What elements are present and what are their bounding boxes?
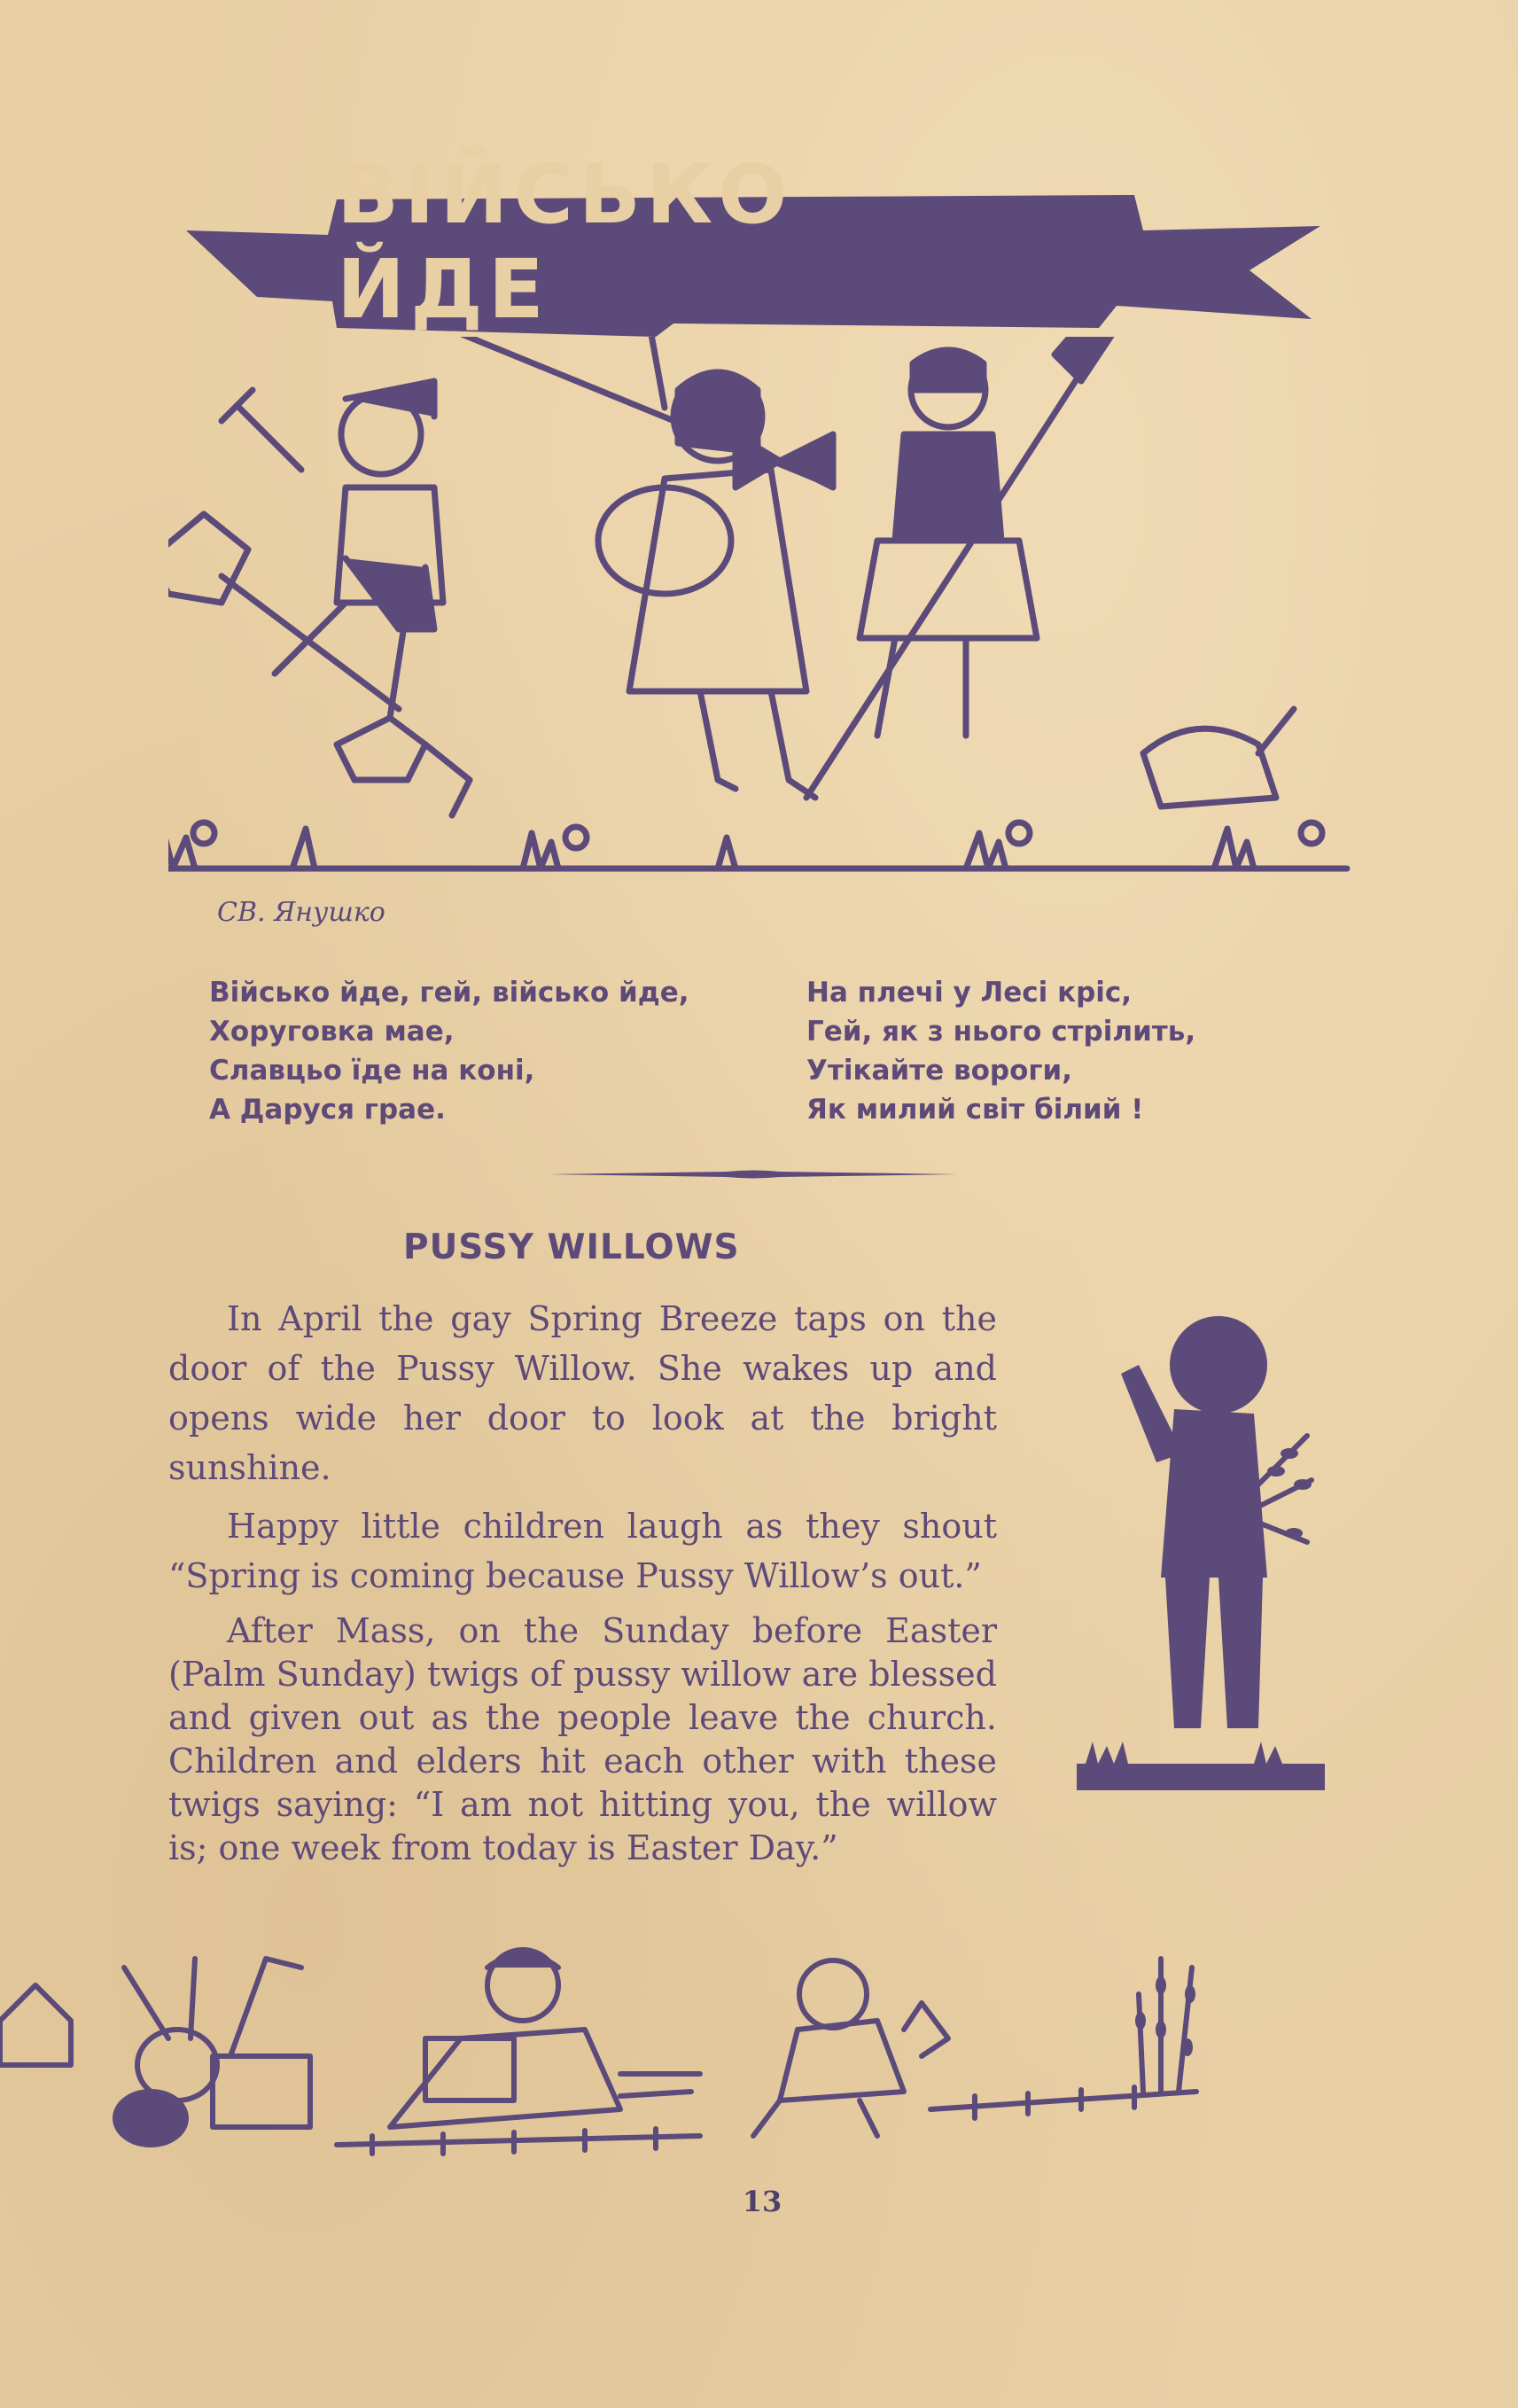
story-paragraph: In April the gay Spring Breeze taps on the door of the Pussy Willow. She wakes up and opens wide her door to look at the bright sunshine. [168,1299,997,1487]
poem-column-left [209,973,689,1129]
story-title: PUSSY WILLOWS [403,1227,740,1267]
children-parade-illustration [168,337,1365,957]
poem-line: На плечі у Лесі кріс, [806,977,1133,1009]
artist-signature: СВ. Янушко [217,897,385,928]
banner-title: ВІЙСЬКО ЙДЕ [337,146,793,337]
page-number: 13 [742,2185,782,2218]
poem-line: Військо йде, гей, військо йде, [209,977,689,1009]
poem-line: Гей, як з нього стрілить, [806,1016,1196,1048]
story-paragraph: Happy little children laugh as they shout “Spring is coming because Pussy Willow’s out.” [168,1507,997,1595]
child-silhouette-with-willow [1077,1312,1325,1790]
poem-line: А Даруся грае. [209,1094,446,1126]
footer-easter-illustration [0,1932,1518,2163]
section-divider [549,1165,957,1183]
poem-line: Як милий світ білий ! [806,1094,1144,1126]
poem-line: Славцьо їде на коні, [209,1055,535,1087]
story-text [168,1294,997,1879]
poem-line: Хоруговка мае, [209,1016,455,1048]
poem-line: Утікайте вороги, [806,1055,1073,1087]
story-paragraph: After Mass, on the Sunday before Easter (Palm Sunday) twigs of pussy willow are blessed and given out as the people leave the church. Children and elders hit each other with these twigs saying: “I am not hitting you, the willow is; one week from today is Easter Day.” [168,1611,997,1867]
poem-column-right [806,973,1195,1129]
